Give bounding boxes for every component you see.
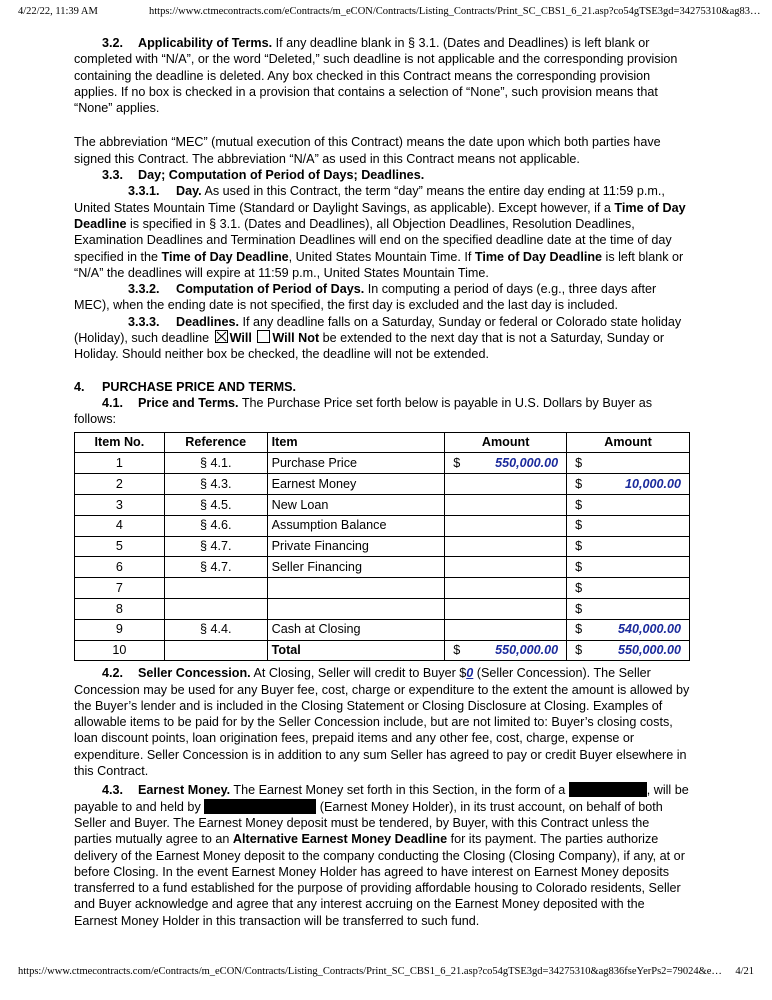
table-row [75, 453, 690, 474]
amount-value[interactable]: 550,000.00 [495, 456, 559, 471]
seller-concession-amount[interactable]: 0 [466, 666, 474, 681]
item-cell: Private Financing [267, 536, 445, 557]
item-cell: Total [267, 640, 445, 661]
section-3-3-1: 3.3.1. Day. As used in this Contract, the term “day” means the entire day ending at 11:59 p.m., United States Mountain Time (Standard or Daylight Savings, as applicable). Except however, if a Time of Day Deadline is specified in § 3.1. (Dates and Deadlines), all Objection Deadlines, Resolution Deadlines, Examination Deadlines and Termination Deadlines will end on the specified deadline date at the time of day specified in the Time of Day Deadline, United States Mountain Time. If Time of Day Deadline is left blank or “N/A” the deadlines will expire at 11:59 p.m., United States Mountain Time. [74, 184, 686, 280]
table-row [75, 640, 690, 661]
reference-cell: § 4.6. [164, 515, 267, 536]
redacted-holder [204, 799, 316, 814]
amount-2-cell [567, 453, 690, 474]
amount-2-cell [567, 640, 690, 661]
amount-2-cell [567, 598, 690, 619]
amount-2-cell [567, 515, 690, 536]
section-4-heading: 4. PURCHASE PRICE AND TERMS. [74, 379, 297, 394]
reference-cell: § 4.4. [164, 619, 267, 640]
dollar-sign: $ [453, 643, 461, 658]
section-3-3-3: 3.3.3. Deadlines. If any deadline falls on a Saturday, Sunday or federal or Colorado state holiday (Holiday), such deadline Will Will Not be extended to the next day that is not a Saturday, Sunday or Holiday. Should neither box be checked, the deadline will not be extended. [74, 314, 682, 362]
mec-paragraph: The abbreviation “MEC” (mutual execution of this Contract) means the date upon which both parties have signed this Contract. The abbreviation “N/A” as used in this Contract means not applicable. [74, 135, 661, 166]
section-3-2: 3.2. Applicability of Terms. If any deadline blank in § 3.1. (Dates and Deadlines) is left blank or completed with “N/A”, or the word “Deleted,” such deadline is not applicable and the corresponding provision containing the deadline is deleted. Any box checked in this Contract means the corresponding provision applies. If no box is checked in a provision that contains a selection of “None”, such provision means that “None” applies. [74, 36, 678, 116]
table-row [75, 619, 690, 640]
amount-2-cell [567, 494, 690, 515]
dollar-sign: $ [575, 476, 583, 491]
amount-1-cell [445, 494, 567, 515]
dollar-sign: $ [453, 456, 461, 471]
will-not-checkbox[interactable] [257, 330, 270, 343]
will-label: Will [229, 331, 252, 346]
footer-url: https://www.ctmecontracts.com/eContracts/m_eCON/Contracts/Listing_Contracts/Print_SC_CBS1_6_21.asp?co54gTSE3gd=34275310&ag836fseYerPs2=79024&e… [18, 966, 722, 977]
amount-2-cell [567, 474, 690, 495]
reference-cell: § 4.7. [164, 536, 267, 557]
amount-1-cell [445, 515, 567, 536]
reference-cell: § 4.7. [164, 557, 267, 578]
table-row [75, 474, 690, 495]
item-no-cell: 5 [75, 536, 165, 557]
amount-2-cell [567, 557, 690, 578]
dollar-sign: $ [575, 643, 583, 658]
item-no-cell: 2 [75, 474, 165, 495]
amount-value[interactable]: 550,000.00 [617, 643, 681, 658]
dollar-sign: $ [575, 601, 583, 616]
col-item-no: Item No. [75, 432, 165, 453]
reference-cell [164, 578, 267, 599]
table-row [75, 494, 690, 515]
amount-1-cell [445, 619, 567, 640]
section-3-3-2: 3.3.2. Computation of Period of Days. In computing a period of days (e.g., three days after MEC), when the ending date is not specified, the first day is excluded and the last day is included. [74, 282, 657, 313]
item-cell [267, 598, 445, 619]
will-not-label: Will Not [272, 331, 320, 346]
item-no-cell: 9 [75, 619, 165, 640]
amount-2-cell [567, 578, 690, 599]
col-item: Item [267, 432, 445, 453]
table-row [75, 557, 690, 578]
amount-value[interactable]: 10,000.00 [624, 476, 681, 491]
dollar-sign: $ [575, 539, 583, 554]
table-row [75, 578, 690, 599]
item-no-cell: 6 [75, 557, 165, 578]
contract-body [74, 35, 690, 929]
reference-cell [164, 640, 267, 661]
amount-value[interactable]: 540,000.00 [617, 622, 681, 637]
item-no-cell: 10 [75, 640, 165, 661]
item-no-cell: 3 [75, 494, 165, 515]
dollar-sign: $ [575, 622, 583, 637]
item-cell [267, 578, 445, 599]
item-cell: Cash at Closing [267, 619, 445, 640]
dollar-sign: $ [575, 560, 583, 575]
reference-cell [164, 598, 267, 619]
print-footer [18, 966, 754, 977]
amount-1-cell [445, 578, 567, 599]
amount-value[interactable]: 550,000.00 [495, 643, 559, 658]
amount-2-cell [567, 536, 690, 557]
item-cell: New Loan [267, 494, 445, 515]
reference-cell: § 4.1. [164, 453, 267, 474]
dollar-sign: $ [575, 518, 583, 533]
reference-cell: § 4.5. [164, 494, 267, 515]
print-url: https://www.ctmecontracts.com/eContracts/m_eCON/Contracts/Listing_Contracts/Print_SC_CBS1_6_21.asp?co54gTSE3gd=34275310&ag83… [149, 6, 761, 17]
col-amount-1: Amount [445, 432, 567, 453]
item-no-cell: 8 [75, 598, 165, 619]
dollar-sign: $ [575, 580, 583, 595]
col-reference: Reference [164, 432, 267, 453]
page-number: 4/21 [735, 966, 754, 977]
dollar-sign: $ [575, 497, 583, 512]
table-row [75, 515, 690, 536]
section-3-3: 3.3. Day; Computation of Period of Days; Deadlines. [102, 168, 425, 183]
amount-1-cell [445, 598, 567, 619]
will-checkbox[interactable] [215, 330, 228, 343]
col-amount-2: Amount [567, 432, 690, 453]
table-header-row [75, 432, 690, 453]
item-no-cell: 7 [75, 578, 165, 599]
item-cell: Assumption Balance [267, 515, 445, 536]
item-cell: Purchase Price [267, 453, 445, 474]
table-row [75, 536, 690, 557]
redacted-form [569, 782, 647, 797]
section-4-3: 4.3. Earnest Money. The Earnest Money set forth in this Section, in the form of a , will be payable to and held by (Earnest Money Holder), in its trust account, on behalf of both Seller and Buyer. The Earnest Money deposit must be tendered, by Buyer, with this Contract unless the parties mutually agree to an Alternative Earnest Money Deadline for its payment. The parties authorize delivery of the Earnest Money deposit to the company conducting the Closing (Closing Company), if any, at or before Closing. In the event Earnest Money Holder has agreed to have interest on Earnest Money deposits transferred to a fund established for the purpose of providing affordable housing to Colorado residents, Seller and Buyer acknowledge and agree that any interest accruing on the Earnest Money deposited with the Earnest Money Holder in this transaction will be transferred to such fund. [74, 783, 689, 928]
amount-1-cell [445, 640, 567, 661]
item-no-cell: 4 [75, 515, 165, 536]
section-4-1: 4.1. Price and Terms. The Purchase Price set forth below is payable in U.S. Dollars by Buyer as follows: [74, 395, 653, 427]
item-cell: Earnest Money [267, 474, 445, 495]
amount-2-cell [567, 619, 690, 640]
print-datetime: 4/22/22, 11:39 AM [18, 6, 98, 17]
dollar-sign: $ [575, 456, 583, 471]
table-row [75, 598, 690, 619]
reference-cell: § 4.3. [164, 474, 267, 495]
amount-1-cell [445, 536, 567, 557]
item-cell: Seller Financing [267, 557, 445, 578]
item-no-cell: 1 [75, 453, 165, 474]
purchase-price-table [74, 432, 690, 662]
amount-1-cell [445, 557, 567, 578]
section-4-2: 4.2. Seller Concession. At Closing, Seller will credit to Buyer $0 (Seller Concession). The Seller Concession may be used for any Buyer fee, cost, charge or expenditure to the extent the amount is allowed by the Buyer’s lender and is included in the Closing Statement or Closing Disclosure at Closing. Examples of allowable items to be paid for by the Seller Concession include, but are not limited to: Buyer’s closing costs, loan discount points, loan origination fees, prepaid items and any other fee, cost, charge, expense or expenditure. Seller Concession is in addition to any sum Seller has agreed to pay or credit Buyer elsewhere in this Contract. [74, 666, 690, 779]
amount-1-cell [445, 453, 567, 474]
amount-1-cell [445, 474, 567, 495]
